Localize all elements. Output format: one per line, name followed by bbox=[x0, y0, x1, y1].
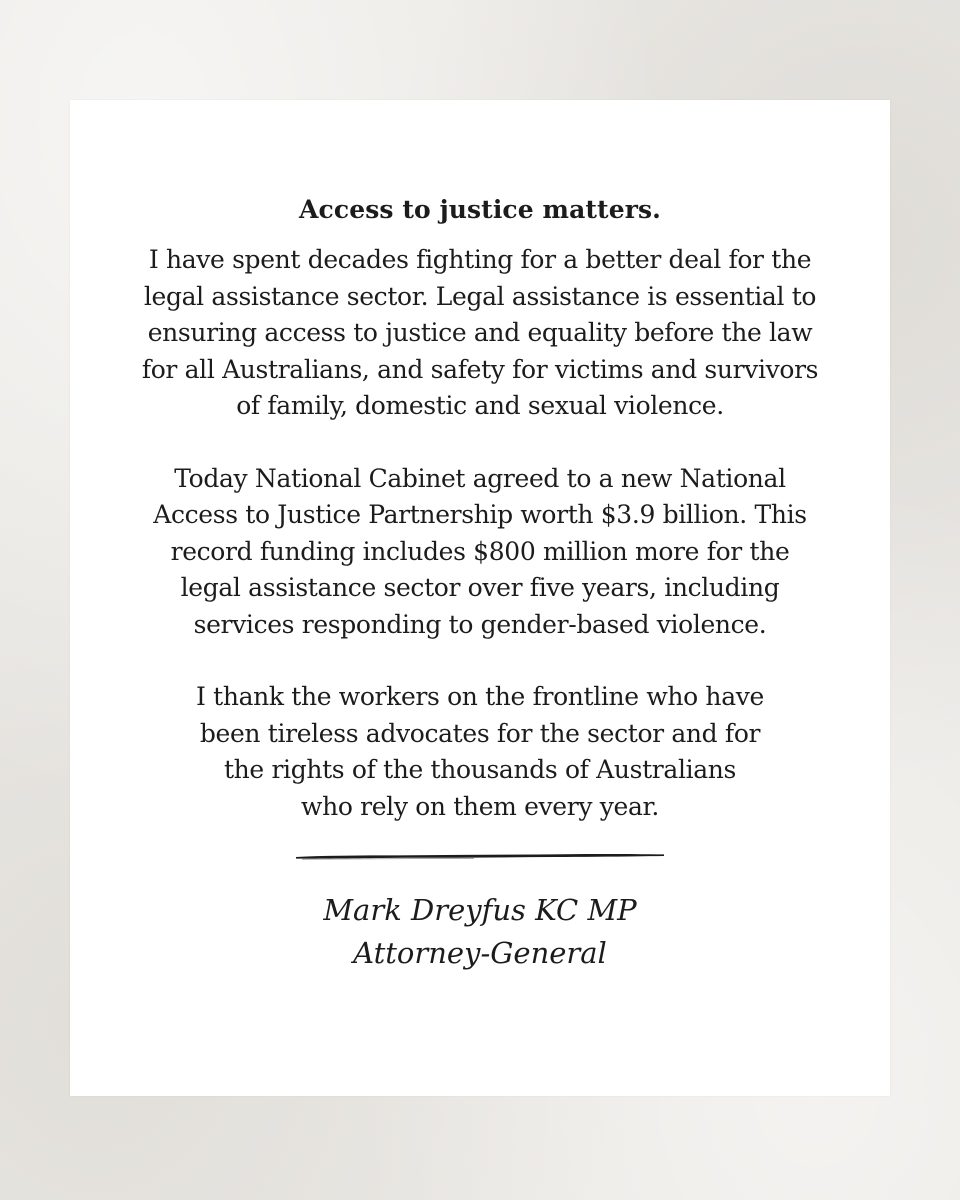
statement-content bbox=[70, 192, 890, 975]
statement-heading: Access to justice matters. bbox=[299, 195, 661, 224]
statement-card bbox=[70, 100, 890, 1096]
paragraph-funding bbox=[70, 461, 890, 644]
brush-divider bbox=[294, 851, 666, 861]
signature-block bbox=[70, 889, 890, 975]
paragraph-intro bbox=[70, 242, 890, 425]
paragraph-line: I thank the workers on the frontline who have bbox=[196, 682, 764, 711]
paragraph-line: of family, domestic and sexual violence. bbox=[236, 391, 724, 420]
paragraph-spacer bbox=[70, 643, 890, 679]
paragraph-line: the rights of the thousands of Australians bbox=[223, 755, 737, 784]
signatory-title: Attorney-General bbox=[353, 936, 607, 970]
paragraph-line: been tireless advocates for the sector and for bbox=[199, 718, 761, 748]
paragraph-line: Access to Justice Partnership worth $3.9 billion. This bbox=[153, 500, 807, 529]
paragraph-line: for all Australians, and safety for victims and survivors bbox=[141, 354, 819, 384]
signatory-name: Mark Dreyfus KC MP bbox=[323, 893, 637, 927]
paragraph-line: services responding to gender-based violence. bbox=[193, 609, 767, 639]
paragraph-line: legal assistance sector. Legal assistance is essential to bbox=[143, 281, 817, 311]
paragraph-line: record funding includes $800 million more for the bbox=[170, 536, 790, 566]
paragraph-thanks bbox=[70, 679, 890, 825]
paragraph-line: who rely on them every year. bbox=[301, 791, 659, 821]
paragraph-line: Today National Cabinet agreed to a new National bbox=[174, 463, 786, 493]
paragraph-line: ensuring access to justice and equality before the law bbox=[147, 318, 813, 347]
paragraph-line: legal assistance sector over five years, including bbox=[180, 573, 780, 602]
paragraph-line: I have spent decades fighting for a better deal for the bbox=[148, 245, 812, 274]
paragraph-spacer bbox=[70, 425, 890, 461]
